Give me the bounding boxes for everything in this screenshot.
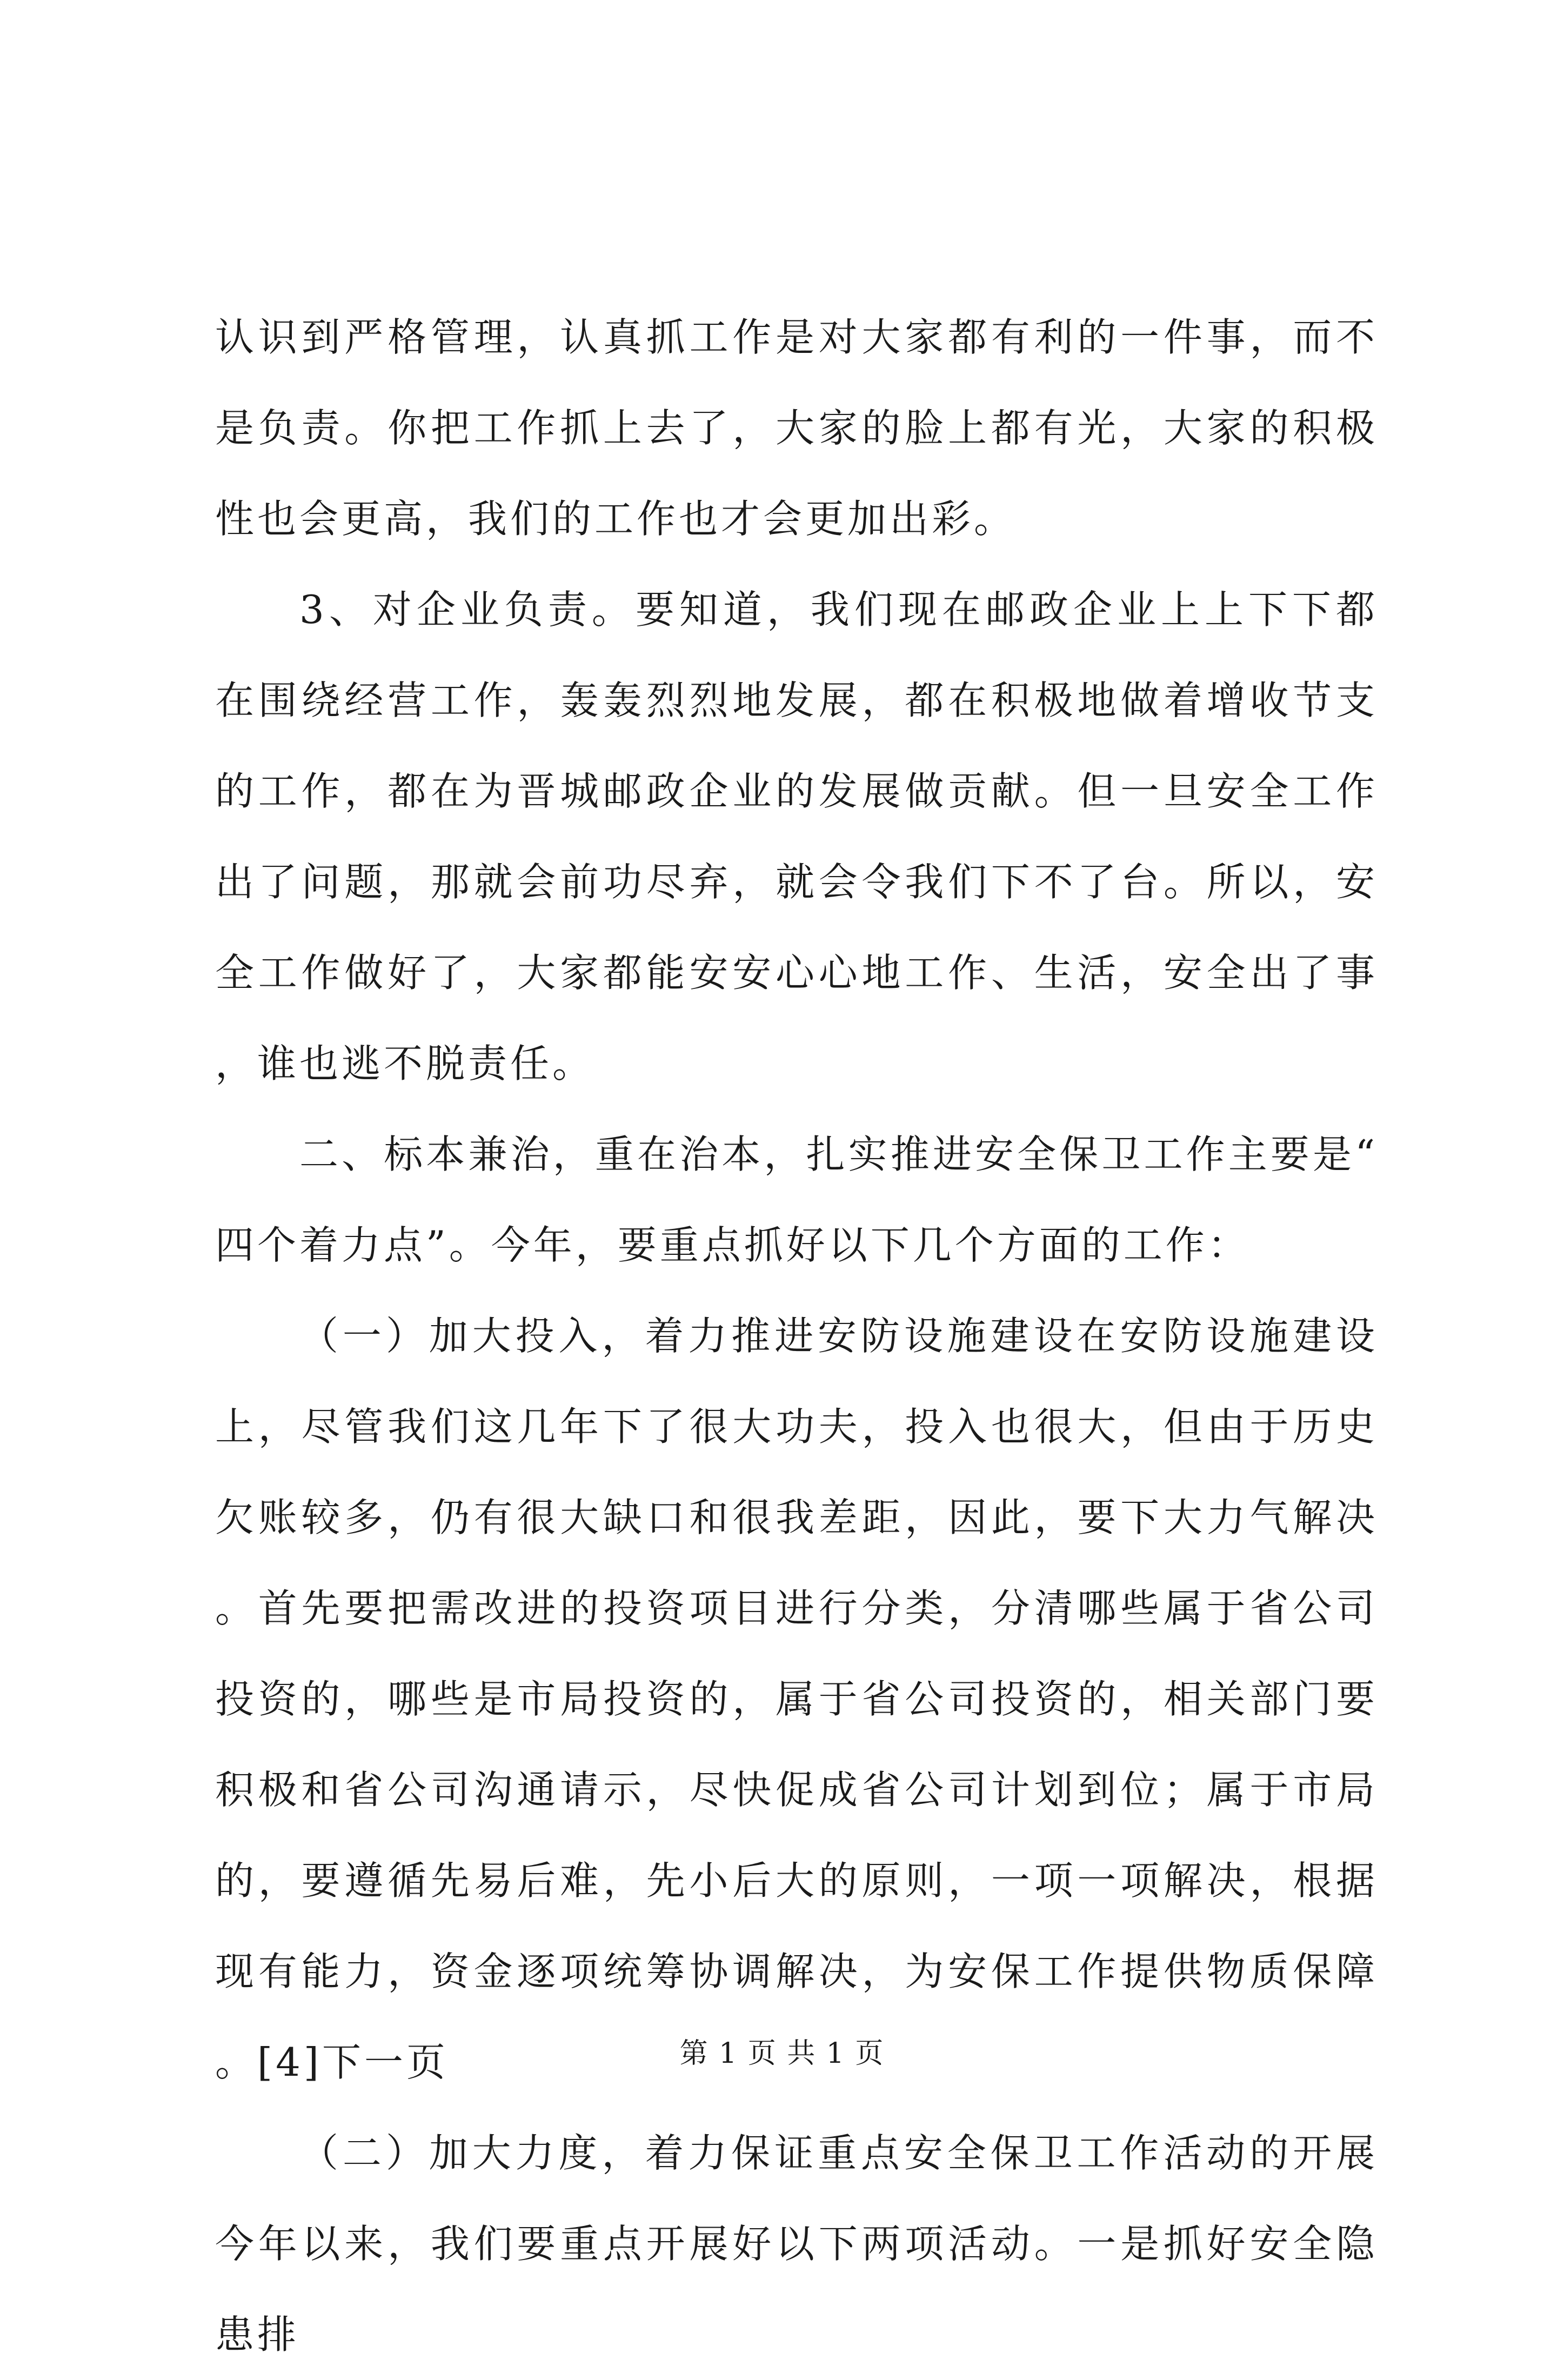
page-footer: 第 1 页 共 1 页 xyxy=(679,2037,885,2070)
paragraph-item-one: （一）加大投入，着力推进安防设施建设在安防设施建设上，尽管我们这几年下了很大功夫，投入也很大，但由于历史欠账较多，仍有很大缺口和很我差距，因此，要下大力气解决。首先要把需改进的投资项目进行分类，分清哪些属于省公司投资的，哪些是市局投资的，属于省公司投资的，相关部门要积极和省公司沟通请示，尽快促成省公司计划到位；属于市局的，要遵循先易后难，先小后大的原则，一项一项解决，根据现有能力，资金逐项统筹协调解决，为安保工作提供物质保障。[4]下一页 xyxy=(215,1313,1378,2085)
paragraph-continuation: 认识到严格管理，认真抓工作是对大家都有利的一件事，而不是负责。你把工作抓上去了，大家的脸上都有光，大家的积极性也会更高，我们的工作也才会更加出彩。 xyxy=(215,315,1378,541)
paragraph-enterprise-responsibility: 3、对企业负责。要知道，我们现在邮政企业上上下下都在围绕经营工作，轰轰烈烈地发展，都在积极地做着增收节支的工作，都在为晋城邮政企业的发展做贡献。但一旦安全工作出了问题，那就会前功尽弃，就会令我们下不了台。所以，安全工作做好了，大家都能安安心心地工作、生活，安全出了事，谁也逃不脱责任。 xyxy=(215,587,1378,1086)
paragraph-section-two-heading: 二、标本兼治，重在治本，扎实推进安全保卫工作主要是“四个着力点”。今年，要重点抓好以下几个方面的工作： xyxy=(215,1132,1378,1268)
paragraph-item-two: （二）加大力度，着力保证重点安全保卫工作活动的开展今年以来，我们要重点开展好以下两项活动。一是抓好安全隐患排 xyxy=(215,2130,1378,2357)
